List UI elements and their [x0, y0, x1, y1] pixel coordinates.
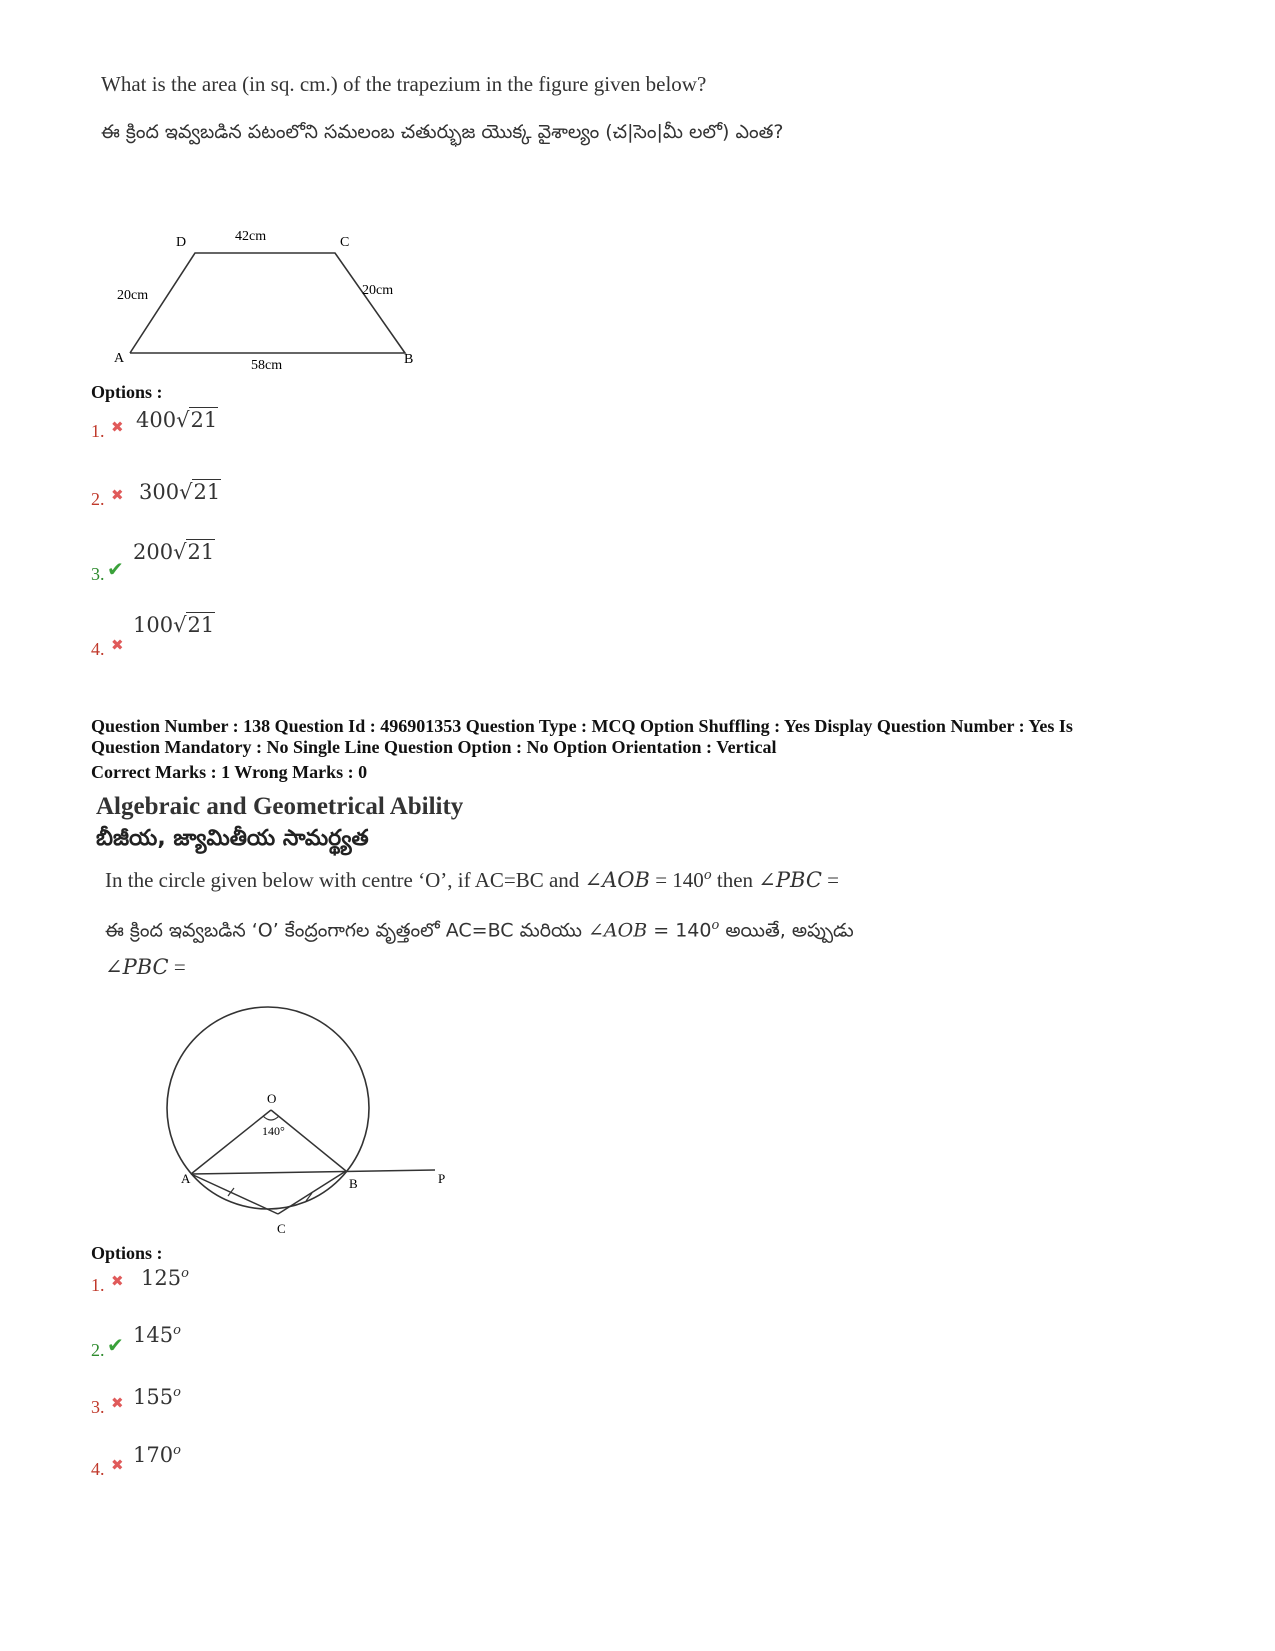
check-icon: ✔ [107, 1333, 124, 1357]
circle-figure [160, 995, 470, 1240]
question-2-text-te-line2: ∠PBC = [105, 955, 186, 979]
option-value[interactable]: 300√21 [139, 480, 221, 504]
option-value[interactable]: 155$^o$ [133, 1385, 181, 1409]
cross-icon: ✖ [111, 1272, 124, 1290]
radius-oa [191, 1110, 271, 1174]
option-value[interactable]: 125$^o$ [141, 1266, 189, 1290]
radius-ob [271, 1110, 346, 1171]
option-value[interactable]: 200√21 [133, 540, 215, 564]
cross-icon: ✖ [111, 1394, 124, 1412]
option-value[interactable]: 170$^o$ [133, 1443, 181, 1467]
point-label-o: O [267, 1091, 277, 1106]
option-number: 3. [91, 564, 105, 584]
question-meta-line-2: Question Mandatory : No Single Line Question Option : No Option Orientation : Vertical [91, 737, 777, 757]
option-number: 3. [91, 1397, 105, 1417]
side-label-ad: 20cm [117, 288, 149, 303]
chord-bc [278, 1171, 346, 1214]
option-value[interactable]: 100√21 [133, 613, 215, 637]
side-label-ab: 58cm [251, 358, 283, 373]
option-number: 2. [91, 1340, 105, 1360]
trapezium-figure [100, 220, 440, 380]
section-title-te: బీజీయ, జ్యామితీయ సామర్థ్యత [96, 826, 369, 851]
options-label-q1: Options : [91, 382, 163, 402]
cross-icon: ✖ [111, 486, 124, 504]
cross-icon: ✖ [111, 418, 124, 436]
question-2-text-en: In the circle given below with centre ‘O’, if AC=BC and ∠AOB = $140^o$ then ∠PBC = [105, 868, 840, 892]
option-number: 4. [91, 639, 105, 659]
point-label-p: P [438, 1171, 446, 1186]
side-label-dc: 42cm [235, 229, 267, 244]
chord-ac [191, 1174, 278, 1214]
question-2-text-te: ఈ క్రింద ఇవ్వబడిన ‘O’ కేంద్రంగాగల వృత్తంలో AC=BC మరియు ∠AOB = $140^o$ అయితే, అప్పుడు [105, 918, 854, 942]
option-number: 1. [91, 421, 105, 441]
option-value[interactable]: 145$^o$ [133, 1323, 181, 1347]
question-marks: Correct Marks : 1 Wrong Marks : 0 [91, 762, 368, 782]
side-label-cb: 20cm [362, 283, 394, 298]
question-meta-line-1: Question Number : 138 Question Id : 496901353 Question Type : MCQ Option Shuffling : Yes Display Question Number : Yes Is [91, 716, 1073, 736]
angle-arc [263, 1116, 279, 1120]
option-number: 4. [91, 1459, 105, 1479]
cross-icon: ✖ [111, 1456, 124, 1474]
line-apb [191, 1170, 435, 1174]
angle-label: 140° [262, 1124, 285, 1138]
vertex-label-a: A [114, 351, 125, 366]
option-number: 2. [91, 489, 105, 509]
point-label-c: C [277, 1221, 286, 1236]
option-number: 1. [91, 1275, 105, 1295]
point-label-b: B [349, 1176, 358, 1191]
question-1-text-en: What is the area (in sq. cm.) of the trapezium in the figure given below? [101, 72, 707, 96]
vertex-label-c: C [340, 235, 350, 250]
section-title-en: Algebraic and Geometrical Ability [96, 793, 464, 820]
options-label-q2: Options : [91, 1243, 163, 1263]
vertex-label-d: D [176, 235, 187, 250]
point-label-a: A [181, 1171, 191, 1186]
trapezium-shape [130, 253, 405, 353]
cross-icon: ✖ [111, 636, 124, 654]
check-icon: ✔ [107, 557, 124, 581]
vertex-label-b: B [404, 352, 414, 367]
circle-shape [167, 1007, 369, 1209]
option-value[interactable]: 400√21 [136, 408, 218, 432]
question-1-text-te: ఈ క్రింద ఇవ్వబడిన పటంలోని సమలంబ చతుర్భుజ యొక్క వైశాల్యం (చ|సెం|మీ లలో) ఎంత? [101, 121, 784, 143]
